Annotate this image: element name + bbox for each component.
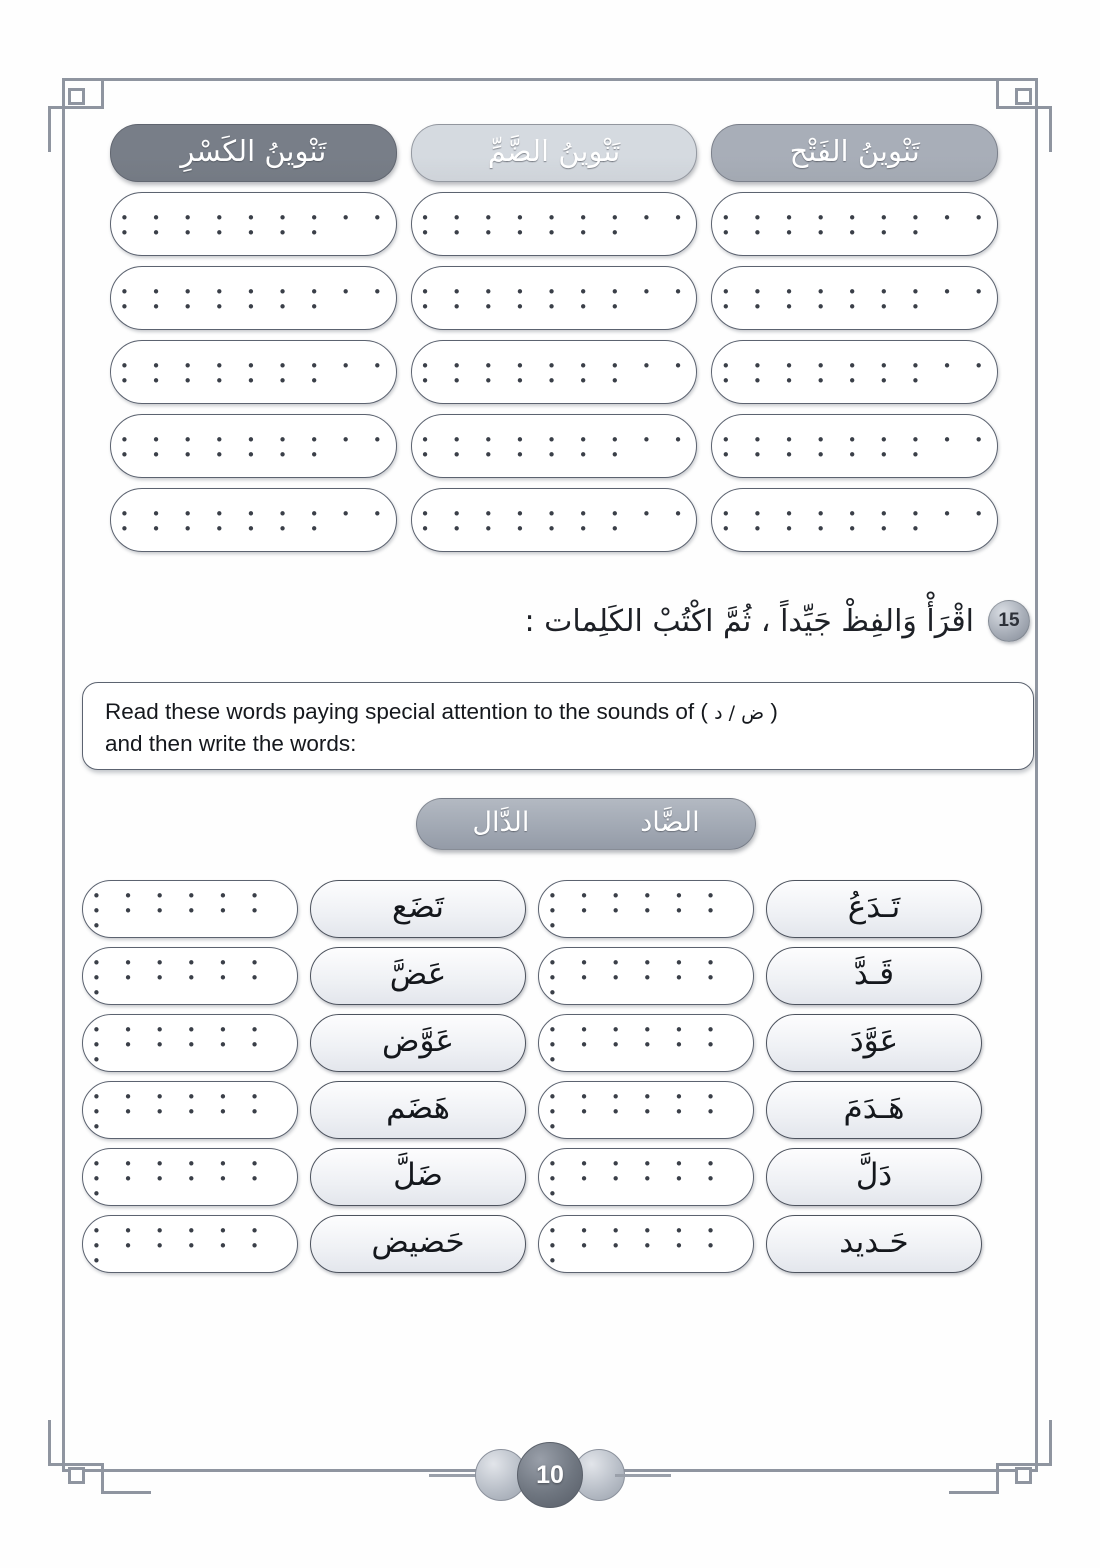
writing-line-pill[interactable]	[411, 414, 698, 478]
dotted-guide: • • • • • • • • • • • • •	[92, 953, 268, 1002]
letter-header-dal: الدَّال	[472, 807, 530, 838]
letters-header-pill	[416, 798, 756, 850]
dotted-guide: • • • • • • • • • • • • •	[548, 953, 724, 1002]
tanween-cell	[411, 192, 698, 256]
letter-header-dad: الضَّاد	[640, 807, 700, 838]
tanween-table	[110, 124, 998, 562]
tanween-cell	[711, 488, 998, 552]
writing-line-pill[interactable]	[711, 414, 998, 478]
writing-line-pill[interactable]	[411, 340, 698, 404]
tanween-cell	[411, 414, 698, 478]
writing-line-pill[interactable]	[110, 488, 397, 552]
writing-line-pill[interactable]	[411, 192, 698, 256]
tanween-cell	[711, 340, 998, 404]
dotted-guide: • • • • • • • • • • • • • • • •	[120, 431, 391, 464]
dotted-guide: • • • • • • • • • • • • •	[548, 1154, 724, 1203]
dotted-guide: • • • • • • • • • • • • • • • •	[721, 209, 993, 242]
dal-word-pill: قَـدَّ	[766, 947, 982, 1005]
exercise-arabic-instruction: اقْرَأْ وَالفِظْ جَيِّداً ، ثُمَّ اكْتُبْ الكَلِمات :	[524, 603, 974, 639]
writing-line-pill[interactable]	[711, 488, 998, 552]
footer-rule-right	[615, 1474, 671, 1477]
tanween-cell	[711, 414, 998, 478]
dotted-guide: • • • • • • • • • • • • • • • •	[721, 431, 993, 464]
dotted-guide: • • • • • • • • • • • • •	[548, 1087, 724, 1136]
dotted-guide: • • • • • • • • • • • • •	[92, 1221, 268, 1270]
dotted-guide: • • • • • • • • • • • • • • • •	[120, 505, 391, 538]
words-grid	[82, 880, 1034, 1273]
dad-word-pill: حَضيض	[310, 1215, 526, 1273]
tanween-header-row	[110, 124, 998, 182]
dotted-guide: • • • • • • • • • • • • •	[92, 1154, 268, 1203]
dotted-guide: • • • • • • • • • • • • • • • •	[120, 357, 391, 390]
writing-line-pill[interactable]	[82, 1215, 298, 1273]
tanween-blank-row	[110, 266, 998, 330]
writing-line-pill[interactable]	[110, 192, 397, 256]
dad-word-pill: عَوَّض	[310, 1014, 526, 1072]
writing-line-pill[interactable]	[110, 266, 397, 330]
dal-word-pill: تَـدَعُ	[766, 880, 982, 938]
dotted-guide: • • • • • • • • • • • • • • • •	[420, 431, 692, 464]
dal-word-pill: دَلَّ	[766, 1148, 982, 1206]
dotted-guide: • • • • • • • • • • • • • • • •	[420, 357, 692, 390]
dal-word-pill: هَـدَمَ	[766, 1081, 982, 1139]
dotted-guide: • • • • • • • • • • • • •	[548, 1221, 724, 1270]
dotted-guide: • • • • • • • • • • • • • • • •	[721, 505, 993, 538]
writing-line-pill[interactable]	[711, 266, 998, 330]
tanween-cell	[110, 340, 397, 404]
writing-line-pill[interactable]	[82, 1081, 298, 1139]
writing-line-pill[interactable]	[110, 414, 397, 478]
tanween-cell	[711, 266, 998, 330]
writing-line-pill[interactable]	[538, 1148, 754, 1206]
tanween-header-damm: تَنْوينُ الضَّمِّ	[411, 124, 698, 182]
dotted-guide: • • • • • • • • • • • • •	[92, 1087, 268, 1136]
dotted-guide: • • • • • • • • • • • • • • • •	[120, 283, 391, 316]
tanween-blank-row	[110, 340, 998, 404]
dal-words-column	[766, 880, 982, 1273]
writing-line-pill[interactable]	[538, 880, 754, 938]
tanween-column-damm	[411, 124, 698, 182]
dad-word-pill: تَضَع	[310, 880, 526, 938]
tanween-column-fath	[711, 124, 998, 182]
tanween-cell	[711, 192, 998, 256]
writing-line-pill[interactable]	[538, 1215, 754, 1273]
tanween-cell	[110, 192, 397, 256]
tanween-cell	[411, 266, 698, 330]
dad-words-column	[310, 880, 526, 1273]
tanween-cell	[411, 488, 698, 552]
writing-line-pill[interactable]	[411, 266, 698, 330]
english-instruction-part1: Read these words paying special attention to the sounds of (	[105, 699, 715, 724]
dotted-guide: • • • • • • • • • • • • • • • •	[721, 357, 993, 390]
tanween-header-kasr: تَنْوينُ الكَسْرِ	[110, 124, 397, 182]
dal-word-pill: حَـديد	[766, 1215, 982, 1273]
writing-line-pill[interactable]	[82, 880, 298, 938]
writing-line-pill[interactable]	[538, 947, 754, 1005]
english-instruction-box	[82, 682, 1034, 770]
writing-line-pill[interactable]	[711, 340, 998, 404]
writing-line-pill[interactable]	[538, 1081, 754, 1139]
page-number-footer	[0, 1442, 1100, 1508]
dotted-guide: • • • • • • • • • • • • •	[548, 886, 724, 935]
dal-word-pill: عَوَّدَ	[766, 1014, 982, 1072]
tanween-blank-row	[110, 192, 998, 256]
dad-word-pill: عَضَّ	[310, 947, 526, 1005]
dotted-guide: • • • • • • • • • • • • •	[548, 1020, 724, 1069]
tanween-column-kasr	[110, 124, 397, 182]
tanween-cell	[110, 414, 397, 478]
writing-line-pill[interactable]	[110, 340, 397, 404]
tanween-blank-rows	[110, 192, 998, 552]
exercise-15-instruction-row	[110, 600, 1030, 642]
writing-line-pill[interactable]	[411, 488, 698, 552]
dotted-guide: • • • • • • • • • • • • •	[92, 1020, 268, 1069]
writing-line-pill[interactable]	[82, 947, 298, 1005]
dotted-guide: • • • • • • • • • • • • •	[92, 886, 268, 935]
writing-line-pill[interactable]	[82, 1148, 298, 1206]
exercise-number-badge: 15	[988, 600, 1030, 642]
writing-line-pill[interactable]	[538, 1014, 754, 1072]
english-instruction-line2: and then write the words:	[105, 730, 357, 756]
dad-word-pill: ضَلَّ	[310, 1148, 526, 1206]
tanween-blank-row	[110, 414, 998, 478]
tanween-cell	[110, 266, 397, 330]
dad-word-pill: هَضَم	[310, 1081, 526, 1139]
tanween-blank-row	[110, 488, 998, 552]
dotted-guide: • • • • • • • • • • • • • • • •	[420, 505, 692, 538]
dad-writing-column	[82, 880, 298, 1273]
dotted-guide: • • • • • • • • • • • • • • • •	[420, 283, 692, 316]
page-number: 10	[517, 1442, 583, 1508]
tanween-cell	[110, 488, 397, 552]
dal-writing-column	[538, 880, 754, 1273]
writing-line-pill[interactable]	[711, 192, 998, 256]
english-instruction-part2: )	[764, 699, 778, 724]
dotted-guide: • • • • • • • • • • • • • • • •	[120, 209, 391, 242]
dotted-guide: • • • • • • • • • • • • • • • •	[721, 283, 993, 316]
tanween-cell	[411, 340, 698, 404]
tanween-header-fath: تَنْوينُ الفَتْح	[711, 124, 998, 182]
writing-line-pill[interactable]	[82, 1014, 298, 1072]
dotted-guide: • • • • • • • • • • • • • • • •	[420, 209, 692, 242]
english-instruction-arabic-letters: ض / د	[714, 702, 765, 724]
